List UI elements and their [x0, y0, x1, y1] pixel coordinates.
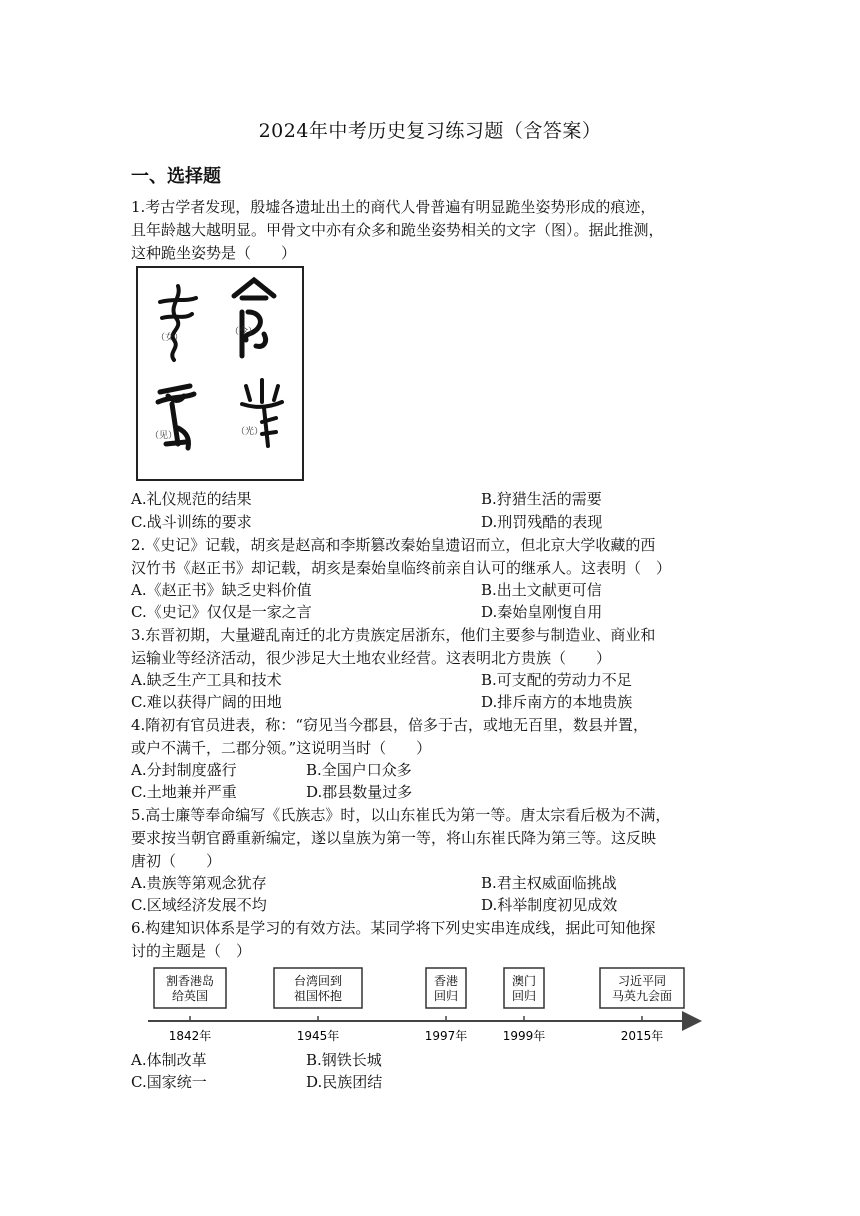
q5-option-a[interactable]: A.贵族等第观念犹存: [131, 874, 267, 892]
q1-line-2: 且年龄越大越明显。甲骨文中亦有众多和跪坐姿势相关的文字（图）。据此推测，: [131, 221, 664, 239]
history-timeline: [148, 966, 708, 1046]
oracle-bone-glyphs: [138, 268, 302, 479]
timeline-event-text: 回归: [433, 989, 459, 1003]
timeline-year: 1945年: [296, 1029, 340, 1043]
q2-line-1: 2.《史记》记载，胡亥是赵高和李斯篡改秦始皇遗诏而立，但北京大学收藏的西: [131, 536, 656, 554]
q3-option-c[interactable]: C.难以获得广阔的田地: [131, 693, 282, 711]
section-heading: 一、选择题: [131, 166, 221, 187]
timeline-event-text: 回归: [511, 989, 537, 1003]
glyph-label-nv: （女）: [156, 333, 184, 343]
q6-option-d[interactable]: D.民族团结: [306, 1073, 383, 1091]
q6-option-a[interactable]: A.体制改革: [131, 1051, 207, 1069]
q3-option-b[interactable]: B.可支配的劳动力不足: [481, 671, 632, 689]
page-title: 2024年中考历史复习练习题（含答案）: [258, 120, 602, 142]
q2-line-2: 汉竹书《赵正书》却记载，胡亥是秦始皇临终前亲自认可的继承人。这表明（ ）: [131, 559, 672, 577]
q5-option-d[interactable]: D.科举制度初见成效: [481, 896, 618, 914]
q3-option-d[interactable]: D.排斥南方的本地贵族: [481, 693, 633, 711]
timeline-event-text: 祖国怀抱: [293, 989, 343, 1003]
q1-option-a[interactable]: A.礼仪规范的结果: [131, 490, 252, 508]
q1-option-d[interactable]: D.刑罚残酷的表现: [481, 513, 603, 531]
q2-option-b[interactable]: B.出土文献更可信: [481, 581, 602, 599]
q1-option-c[interactable]: C.战斗训练的要求: [131, 513, 252, 531]
q6-line-2: 讨的主题是（ ）: [131, 942, 252, 960]
q2-option-d[interactable]: D.秦始皇刚愎自用: [481, 603, 603, 621]
glyph-ling: [234, 280, 274, 356]
q5-line-1: 5.高士廉等奉命编写《氏族志》时，以山东崔氏为第一等。唐太宗看后极为不满，: [131, 806, 671, 824]
q4-option-d[interactable]: D.郡县数量过多: [306, 783, 413, 801]
timeline-item: [425, 968, 468, 1043]
q3-line-2: 运输业等经济活动，很少涉足大土地农业经营。这表明北方贵族（ ）: [131, 649, 612, 667]
glyph-label-guang: （光）: [236, 427, 264, 437]
glyph-label-ling: （令）: [230, 327, 258, 337]
timeline-event-text: 马英九会面: [611, 989, 673, 1003]
timeline-item: [503, 968, 546, 1043]
timeline-year: 1842年: [168, 1029, 212, 1043]
timeline-item: [274, 968, 362, 1043]
oracle-bone-figure: [136, 266, 304, 481]
q4-line-2: 或户不满千，二郡分领。”这说明当时（ ）: [131, 739, 432, 757]
q2-option-a[interactable]: A.《赵正书》缺乏史料价值: [131, 581, 312, 599]
timeline-event-text: 台湾回到: [293, 974, 343, 988]
timeline-event-text: 香港: [433, 974, 459, 988]
timeline-year: 2015年: [620, 1029, 664, 1043]
timeline-event-text: 习近平同: [617, 974, 667, 988]
timeline-year: 1997年: [424, 1029, 468, 1043]
q3-option-a[interactable]: A.缺乏生产工具和技术: [131, 671, 282, 689]
q1-option-b[interactable]: B.狩猎生活的需要: [481, 490, 602, 508]
q6-option-b[interactable]: B.钢铁长城: [306, 1051, 382, 1069]
q5-line-2: 要求按当朝官爵重新编定，遂以皇族为第一等，将山东崔氏降为第三等。这反映: [131, 829, 657, 847]
q5-option-c[interactable]: C.区域经济发展不均: [131, 896, 267, 914]
timeline-event-text: 割香港岛: [165, 974, 215, 988]
timeline-year: 1999年: [502, 1029, 546, 1043]
q6-line-1: 6.构建知识体系是学习的有效方法。某同学将下列史实串连成线，据此可知他探: [131, 919, 656, 937]
timeline-item: [600, 968, 684, 1043]
glyph-label-jian: （见）: [150, 431, 178, 441]
q1-line-1: 1.考古学者发现，殷墟各遗址出土的商代人骨普遍有明显跪坐姿势形成的痕迹，: [131, 198, 656, 216]
timeline-event-text: 澳门: [511, 974, 537, 988]
q6-option-c[interactable]: C.国家统一: [131, 1073, 207, 1091]
glyph-nv: [160, 286, 196, 360]
q4-option-a[interactable]: A.分封制度盛行: [131, 761, 237, 779]
q4-option-c[interactable]: C.土地兼并严重: [131, 783, 237, 801]
q4-option-b[interactable]: B.全国户口众多: [306, 761, 412, 779]
q1-line-3: 这种跪坐姿势是（ ）: [131, 244, 297, 262]
q2-option-c[interactable]: C.《史记》仅仅是一家之言: [131, 603, 312, 621]
q3-line-1: 3.东晋初期，大量避乱南迁的北方贵族定居浙东，他们主要参与制造业、商业和: [131, 626, 656, 644]
q5-line-3: 唐初（ ）: [131, 852, 222, 870]
timeline-item: [154, 968, 226, 1043]
q4-line-1: 4.隋初有官员进表，称：“窃见当今郡县，倍多于古，或地无百里，数县并置，: [131, 716, 648, 734]
q5-option-b[interactable]: B.君主权威面临挑战: [481, 874, 617, 892]
timeline-event-text: 给英国: [171, 989, 209, 1003]
